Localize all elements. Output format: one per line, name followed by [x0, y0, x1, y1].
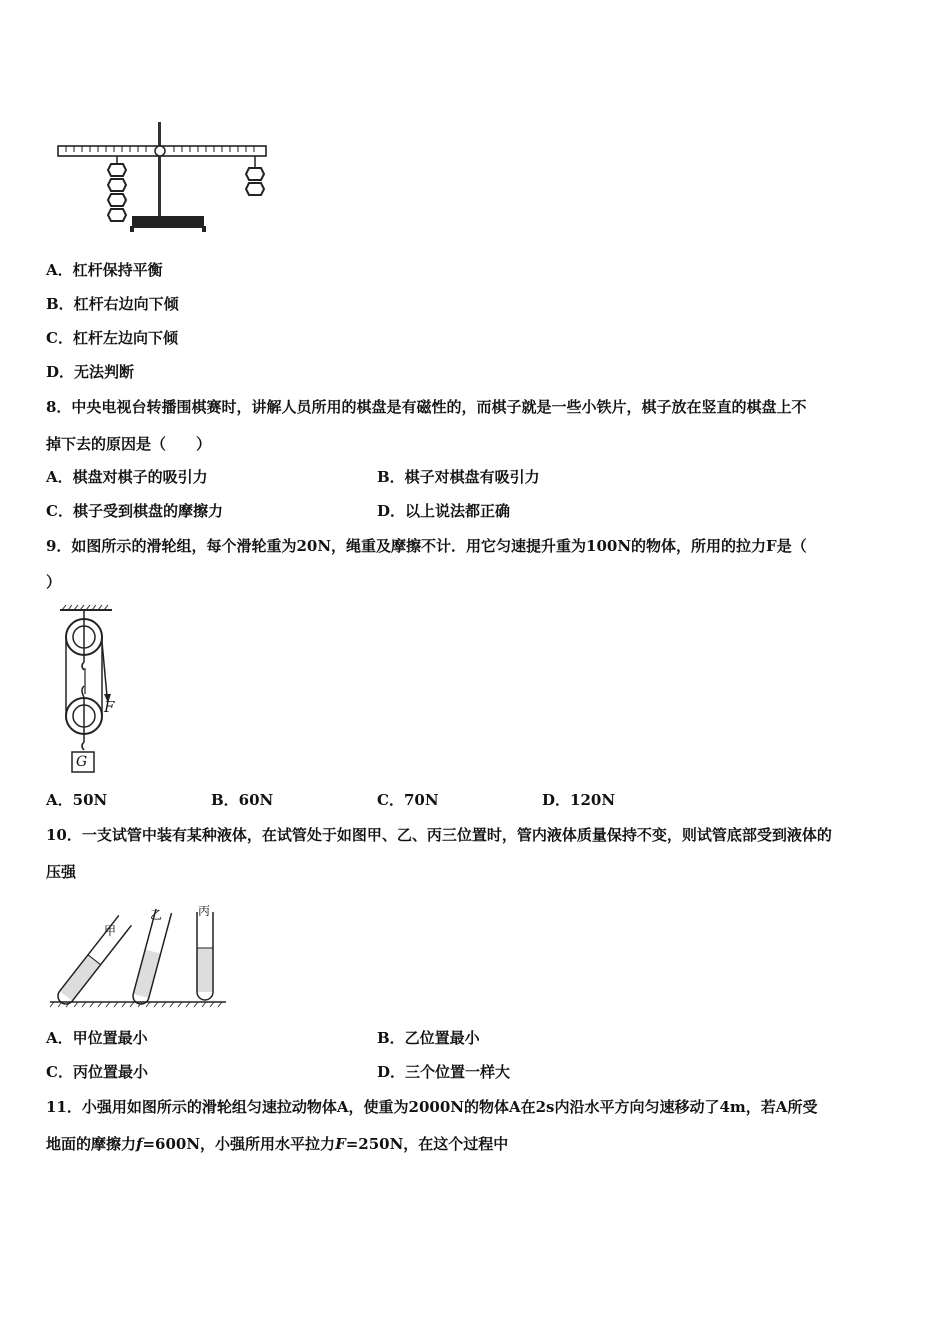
tube-label-bing: 丙 — [198, 904, 211, 918]
q10-option-b[interactable]: B．乙位置最小 — [377, 1029, 480, 1047]
q9-stem-line2: ） — [46, 573, 62, 591]
q10-option-a[interactable]: A．甲位置最小 — [46, 1029, 148, 1047]
q10-option-d[interactable]: D．三个位置一样大 — [377, 1063, 511, 1081]
q11-stem-line1: 11．小强用如图所示的滑轮组匀速拉动物体A，使重为2000N的物体A在2s内沿水平方向匀速移动了4m，若A所受 — [46, 1098, 818, 1116]
pulley-force-label: F — [104, 698, 115, 716]
lever-figure — [52, 118, 272, 238]
q11-stem-line2 — [46, 1134, 508, 1154]
friction-symbol: f — [136, 1135, 143, 1153]
q9-option-a[interactable]: A．50N — [46, 791, 108, 809]
q11-text-a: 地面的摩擦力 — [46, 1135, 137, 1153]
q9-option-d[interactable]: D．120N — [542, 791, 616, 809]
q9-stem-line1: 9．如图所示的滑轮组，每个滑轮重为20N，绳重及摩擦不计．用它匀速提升重为100N的物体，所用的拉力F是（ — [46, 537, 807, 555]
q11-text-c: =250N，在这个过程中 — [345, 1135, 509, 1153]
q7-option-a[interactable]: A．杠杆保持平衡 — [46, 261, 163, 279]
q11-text-b: =600N，小强所用水平拉力 — [142, 1135, 336, 1153]
q8-option-d[interactable]: D．以上说法都正确 — [377, 502, 511, 520]
q10-stem-line2: 压强 — [46, 863, 77, 881]
q7-option-d[interactable]: D．无法判断 — [46, 363, 135, 381]
force-symbol: F — [335, 1135, 346, 1153]
pulley-figure — [52, 604, 132, 776]
pulley-weight-label: G — [76, 754, 88, 770]
q9-option-c[interactable]: C．70N — [377, 791, 439, 809]
test-tubes-figure — [46, 900, 231, 1010]
q8-option-b[interactable]: B．棋子对棋盘有吸引力 — [377, 468, 540, 486]
q10-stem-line1: 10．一支试管中装有某种液体，在试管处于如图甲、乙、丙三位置时，管内液体质量保持不变，则试管底部受到液体的 — [46, 826, 832, 844]
q8-option-a[interactable]: A．棋盘对棋子的吸引力 — [46, 468, 208, 486]
tube-label-jia: 甲 — [104, 924, 117, 938]
q8-option-c[interactable]: C．棋子受到棋盘的摩擦力 — [46, 502, 223, 520]
tube-label-yi: 乙 — [150, 908, 163, 922]
q7-option-c[interactable]: C．杠杆左边向下倾 — [46, 329, 178, 347]
q8-stem-line2: 掉下去的原因是（ ） — [46, 435, 212, 453]
q9-option-b[interactable]: B．60N — [211, 791, 274, 809]
q7-option-b[interactable]: B．杠杆右边向下倾 — [46, 295, 179, 313]
q8-stem-line1: 8．中央电视台转播围棋赛时，讲解人员所用的棋盘是有磁性的，而棋子就是一些小铁片，棋子放在竖直的棋盘上不 — [46, 398, 807, 416]
q10-option-c[interactable]: C．丙位置最小 — [46, 1063, 148, 1081]
